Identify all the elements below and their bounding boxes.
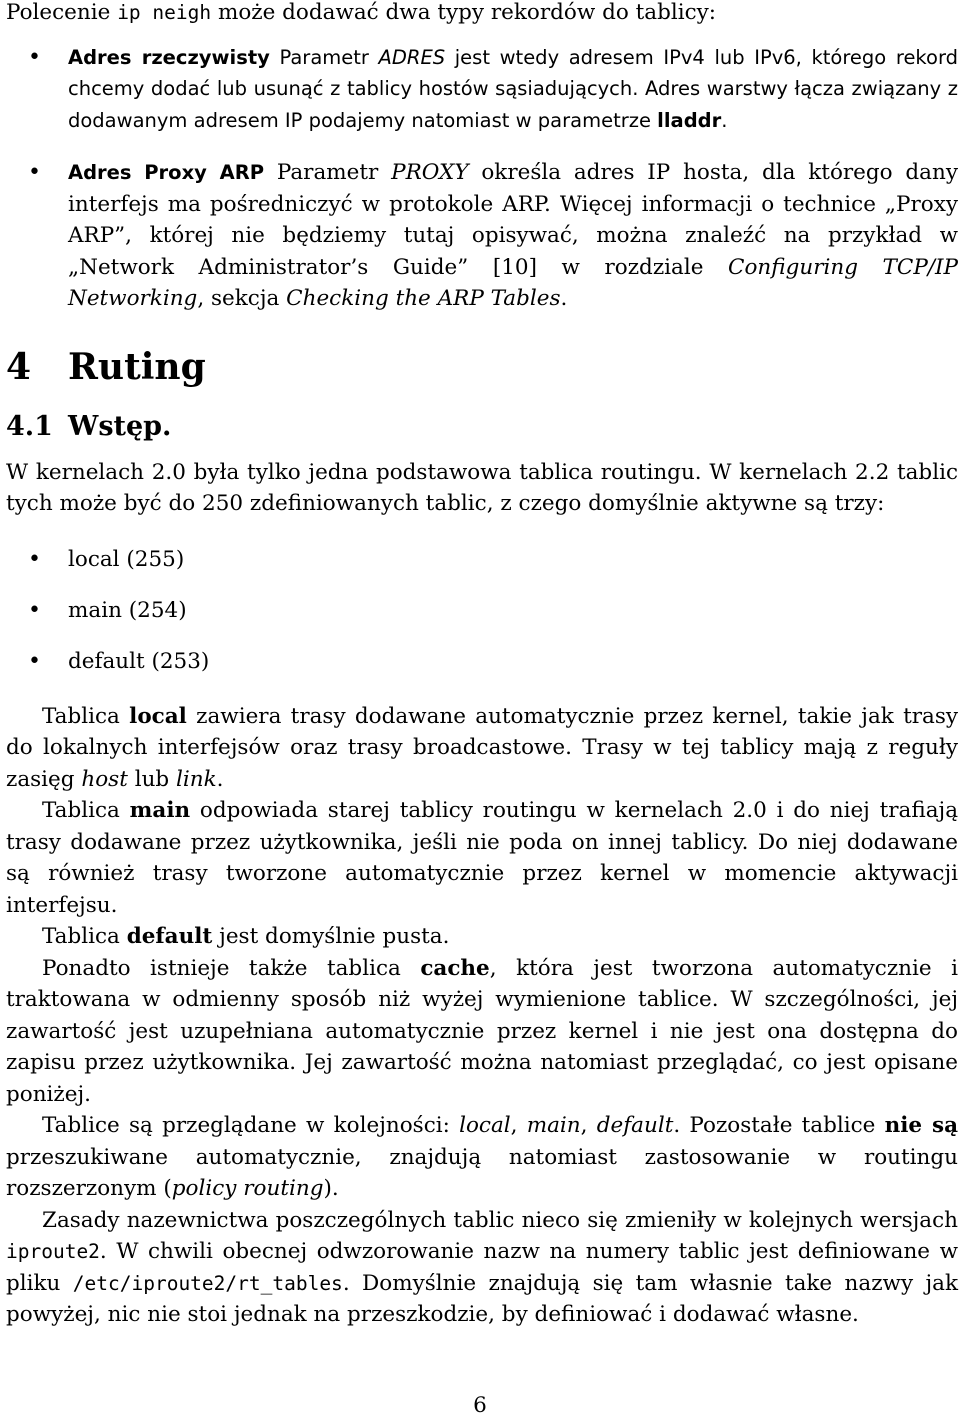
subsection-title: Wstęp. (68, 410, 172, 442)
italic-main: main (526, 1113, 581, 1138)
para-text: . (216, 766, 224, 792)
list-item (6, 534, 958, 585)
para-text: Ponadto istnieje także tablica (42, 955, 421, 981)
bullet-icon: • (28, 648, 41, 674)
naming-paragraph (6, 1205, 958, 1331)
main-table-paragraph (6, 795, 958, 921)
bold-main: main (129, 798, 191, 823)
para-text: , która jest tworzona automatycznie i traktowana w odmienny sposób niż wyżej wymienione tablice. W szczególności, jej zawartość jest uzupełniana automatycznie przez kernel i nie jest ona dostępna do zapisu przez użytkownika. Jej zawartość można natomiast przeglądać, co jest opisane poniżej. (6, 955, 958, 1107)
cache-table-paragraph (6, 953, 958, 1111)
param-proxy: PROXY (391, 160, 469, 185)
record-types-list (6, 42, 958, 315)
document-page (6, 0, 958, 1331)
table-main: main (254) (68, 597, 187, 623)
bold-nie-sa: nie są (884, 1113, 958, 1138)
list-item (6, 157, 958, 315)
local-table-paragraph (6, 701, 958, 796)
italic-policy-routing: policy routing (171, 1176, 324, 1201)
italic-link: link (176, 766, 217, 792)
term-real-address: Adres rzeczywisty (68, 45, 270, 69)
para-text: . Domyślnie znajdują się tam własnie take nazwy jak powyżej, nic nie stoi jednak na przeszkodzie, by definiować i dodawać własne. (6, 1270, 958, 1327)
bullet-icon: • (28, 546, 41, 572)
item-text: . (721, 108, 728, 132)
list-item (6, 42, 958, 137)
intro-text: Polecenie (6, 0, 118, 25)
ref-configuring-tcpip: Configuring TCP/IP Networking (68, 254, 959, 311)
table-local: local (255) (68, 546, 185, 572)
para-text: Tablica (42, 798, 130, 823)
code-rt-tables-path: /etc/iproute2/rt_tables (72, 1271, 343, 1295)
subsection-number: 4.1 (6, 410, 53, 442)
bold-cache: cache (420, 955, 490, 981)
para-text: . Pozostałe tablice (673, 1113, 885, 1138)
param-adres: ADRES (378, 45, 446, 69)
item-text: jest wtedy adresem IPv4 lub IPv6, którego rekord chcemy dodać lub usunąć z tablicy hostów sąsiadujących. Adres warstwy łącza związany z dodawanym adresem IP podajemy natomiast w parametrze (68, 45, 959, 132)
italic-default: default (596, 1113, 674, 1138)
table-default: default (253) (68, 648, 210, 674)
bullet-icon: • (28, 44, 41, 70)
intro-text: może dodawać dwa typy rekordów do tablicy: (211, 0, 717, 25)
order-paragraph (6, 1110, 958, 1205)
list-item (6, 585, 958, 636)
italic-host: host (81, 766, 128, 792)
command-ip-neigh: ip neigh (117, 1, 212, 24)
section-heading (6, 345, 958, 389)
item-text: Parametr (264, 160, 392, 185)
item-text: . (560, 286, 568, 311)
bold-local: local (129, 703, 187, 729)
para-text: ). (323, 1176, 339, 1201)
para-text: Tablica (42, 924, 127, 949)
intro-paragraph (6, 0, 958, 29)
para-text: lub (127, 766, 177, 792)
para-text: Tablica (42, 703, 130, 729)
para-text: przeszukiwane automatycznie, znajdują natomiast zastosowanie w routingu rozszerzonym ( (6, 1144, 958, 1201)
para-text: . W chwili obecnej odwzorowanie nazw na numery tablic jest definiowane w pliku (6, 1239, 958, 1296)
italic-local: local (459, 1113, 511, 1138)
para-text: zawiera trasy dodawane automatycznie przez kernel, takie jak trasy do lokalnych interfejsów oraz trasy broadcastowe. Trasy w tej tablicy mają z reguły zasięg (6, 703, 958, 792)
section-title: Ruting (68, 345, 206, 388)
default-table-paragraph (6, 921, 958, 953)
ref-checking-arp-tables: Checking the ARP Tables (286, 286, 561, 311)
item-text: Więcej informacji o technice „Proxy ARP”, której nie będziemy tutaj opisywać, można znaleźć na przykład w „Network Administrator’s Guide” [10] w rozdziale (68, 191, 958, 280)
para-text: odpowiada starej tablicy routingu w kernelach 2.0 i do niej trafiają trasy dodawane przez użytkownika, jeśli nie poda on innej tablicy. Do niej dodawane są również trasy tworzone automatycznie przez kernel w momencie aktywacji interfejsu. (6, 798, 959, 918)
tables-list (6, 534, 958, 687)
item-text: określa adres IP hosta, dla którego dany interfejs ma pośredniczyć w protokole ARP. (68, 160, 958, 217)
bullet-icon: • (28, 160, 41, 185)
term-proxy-arp: Adres Proxy ARP (68, 161, 265, 184)
item-text: , sekcja (197, 286, 287, 311)
bold-default: default (126, 924, 213, 949)
para-text: , (510, 1113, 527, 1138)
bullet-icon: • (28, 597, 41, 623)
page-number: 6 (473, 1393, 487, 1418)
item-text: Parametr (269, 45, 379, 69)
para-text: Zasady nazewnictwa poszczególnych tablic nieco się zmieniły w kolejnych wersjach (42, 1207, 958, 1233)
para-text: , (580, 1113, 597, 1138)
list-item (6, 636, 958, 687)
intro-routing-paragraph: W kernelach 2.0 była tylko jedna podstawowa tablica routingu. W kernelach 2.2 tablic tych może być do 250 zdefiniowanych tablic, z czego domyślnie aktywne są trzy: (6, 459, 958, 516)
subsection-heading (6, 409, 958, 445)
param-lladdr: lladdr (657, 108, 722, 132)
code-iproute2: iproute2 (6, 1240, 100, 1263)
para-text: jest domyślnie pusta. (212, 924, 450, 949)
para-text: Tablice są przeglądane w kolejności: (42, 1113, 460, 1138)
section-number: 4 (6, 345, 32, 388)
